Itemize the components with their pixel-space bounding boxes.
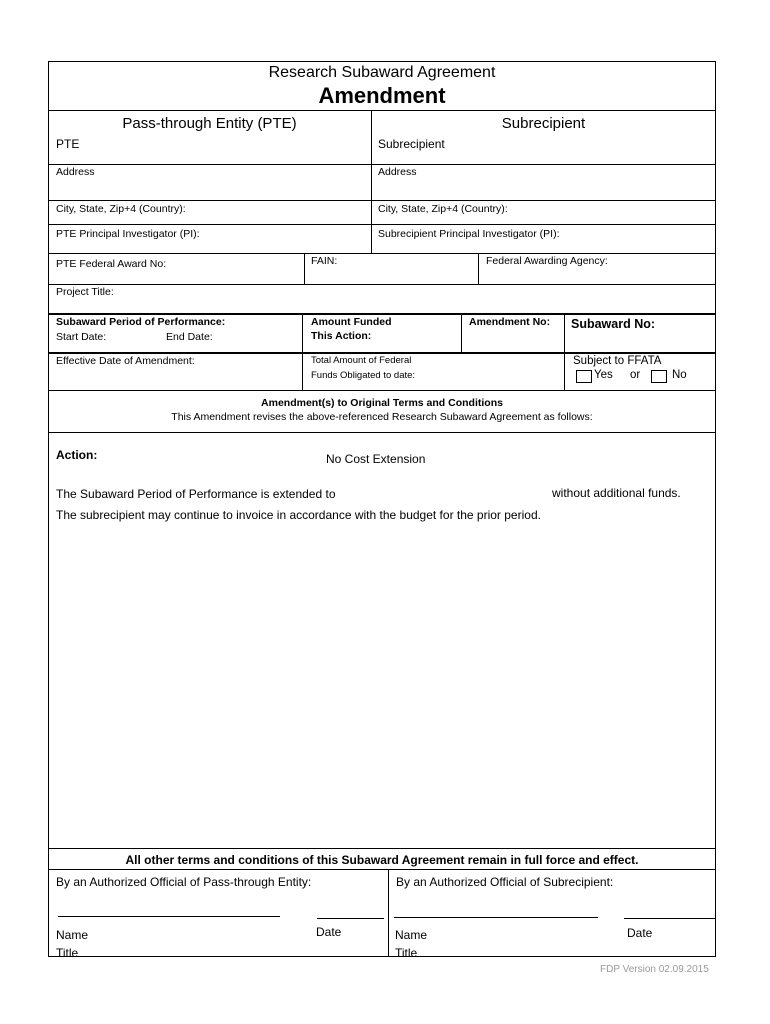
column-divider xyxy=(302,313,303,390)
divider xyxy=(48,869,716,870)
column-divider xyxy=(304,253,305,284)
divider xyxy=(48,284,716,285)
subaward-no-field[interactable]: Subaward No: xyxy=(571,317,656,331)
pte-name-label: Name xyxy=(56,928,89,942)
divider xyxy=(48,253,716,254)
awarding-agency-field[interactable]: Federal Awarding Agency: xyxy=(486,255,608,267)
action-value: No Cost Extension xyxy=(326,452,426,466)
subrecipient-heading: Subrecipient xyxy=(501,115,586,132)
subrecipient-address-field[interactable]: Address xyxy=(378,166,417,178)
column-divider xyxy=(388,869,389,957)
effective-date-field[interactable]: Effective Date of Amendment: xyxy=(56,355,195,367)
project-title-field[interactable]: Project Title: xyxy=(56,286,114,298)
ffata-label: Subject to FFATA xyxy=(573,355,662,367)
ffata-yes-checkbox[interactable] xyxy=(576,370,592,383)
pte-city-field[interactable]: City, State, Zip+4 (Country): xyxy=(56,203,186,215)
divider xyxy=(48,352,716,354)
form-subtitle: Amendment xyxy=(318,83,446,108)
column-divider xyxy=(461,313,462,352)
invoice-text: The subrecipient may continue to invoice in accordance with the budget for the prior period. xyxy=(56,508,541,522)
amount-funded-label-2[interactable]: This Action: xyxy=(311,330,372,342)
version-label: FDP Version 02.09.2015 xyxy=(600,964,709,975)
pte-pi-field[interactable]: PTE Principal Investigator (PI): xyxy=(56,228,200,240)
divider xyxy=(48,390,716,391)
pte-official-label: By an Authorized Official of Pass-through Entity: xyxy=(56,875,312,889)
divider xyxy=(48,224,716,225)
ffata-no-checkbox[interactable] xyxy=(651,370,667,383)
divider xyxy=(48,848,716,849)
ffata-no-label: No xyxy=(672,369,687,381)
extension-text-right: without additional funds. xyxy=(552,486,681,500)
subrecipient-date-line[interactable] xyxy=(624,918,716,919)
period-heading: Subaward Period of Performance: xyxy=(56,316,226,328)
divider xyxy=(48,200,716,201)
column-divider xyxy=(478,253,479,284)
pte-title-label: Title xyxy=(56,946,79,960)
end-date-field[interactable]: End Date: xyxy=(166,331,213,343)
subrecipient-signature-line[interactable] xyxy=(394,917,598,918)
total-obligated-label: Total Amount of Federal xyxy=(311,355,412,366)
subrecipient-date-label: Date xyxy=(627,926,653,940)
divider xyxy=(48,313,716,315)
subrecipient-official-label: By an Authorized Official of Subrecipient: xyxy=(396,875,614,889)
extension-text: The Subaward Period of Performance is extended to xyxy=(56,487,336,501)
ffata-or-label: or xyxy=(630,369,641,381)
federal-award-no-field[interactable]: PTE Federal Award No: xyxy=(56,258,167,270)
pte-signature-line[interactable] xyxy=(58,916,280,917)
pte-heading: Pass-through Entity (PTE) xyxy=(122,115,297,132)
column-divider xyxy=(564,313,565,390)
start-date-field[interactable]: Start Date: xyxy=(56,331,107,343)
total-obligated-label-2[interactable]: Funds Obligated to date: xyxy=(311,370,416,381)
action-label: Action: xyxy=(56,448,98,462)
subrecipient-city-field[interactable]: City, State, Zip+4 (Country): xyxy=(378,203,508,215)
pte-date-line[interactable] xyxy=(317,918,384,919)
amendment-no-field[interactable]: Amendment No: xyxy=(469,316,551,328)
amendments-heading: Amendment(s) to Original Terms and Conditions xyxy=(261,397,503,409)
subrecipient-name-label: Name xyxy=(395,928,428,942)
subrecipient-name-field[interactable]: Subrecipient xyxy=(378,137,445,151)
divider xyxy=(48,110,716,111)
form-title: Research Subaward Agreement xyxy=(268,64,496,81)
ffata-yes-label: Yes xyxy=(594,369,613,381)
full-force-statement: All other terms and conditions of this Subaward Agreement remain in full force and effect. xyxy=(125,853,639,867)
divider xyxy=(48,432,716,433)
pte-date-label: Date xyxy=(316,925,342,939)
pte-address-field[interactable]: Address xyxy=(56,166,95,178)
divider xyxy=(48,164,716,165)
subrecipient-pi-field[interactable]: Subrecipient Principal Investigator (PI): xyxy=(378,228,560,240)
pte-name-field[interactable]: PTE xyxy=(56,137,80,151)
amount-funded-label: Amount Funded xyxy=(311,316,392,328)
fain-field[interactable]: FAIN: xyxy=(311,255,338,267)
amendments-subheading: This Amendment revises the above-referenced Research Subaward Agreement as follows: xyxy=(171,411,593,423)
subrecipient-title-label: Title xyxy=(395,946,418,960)
